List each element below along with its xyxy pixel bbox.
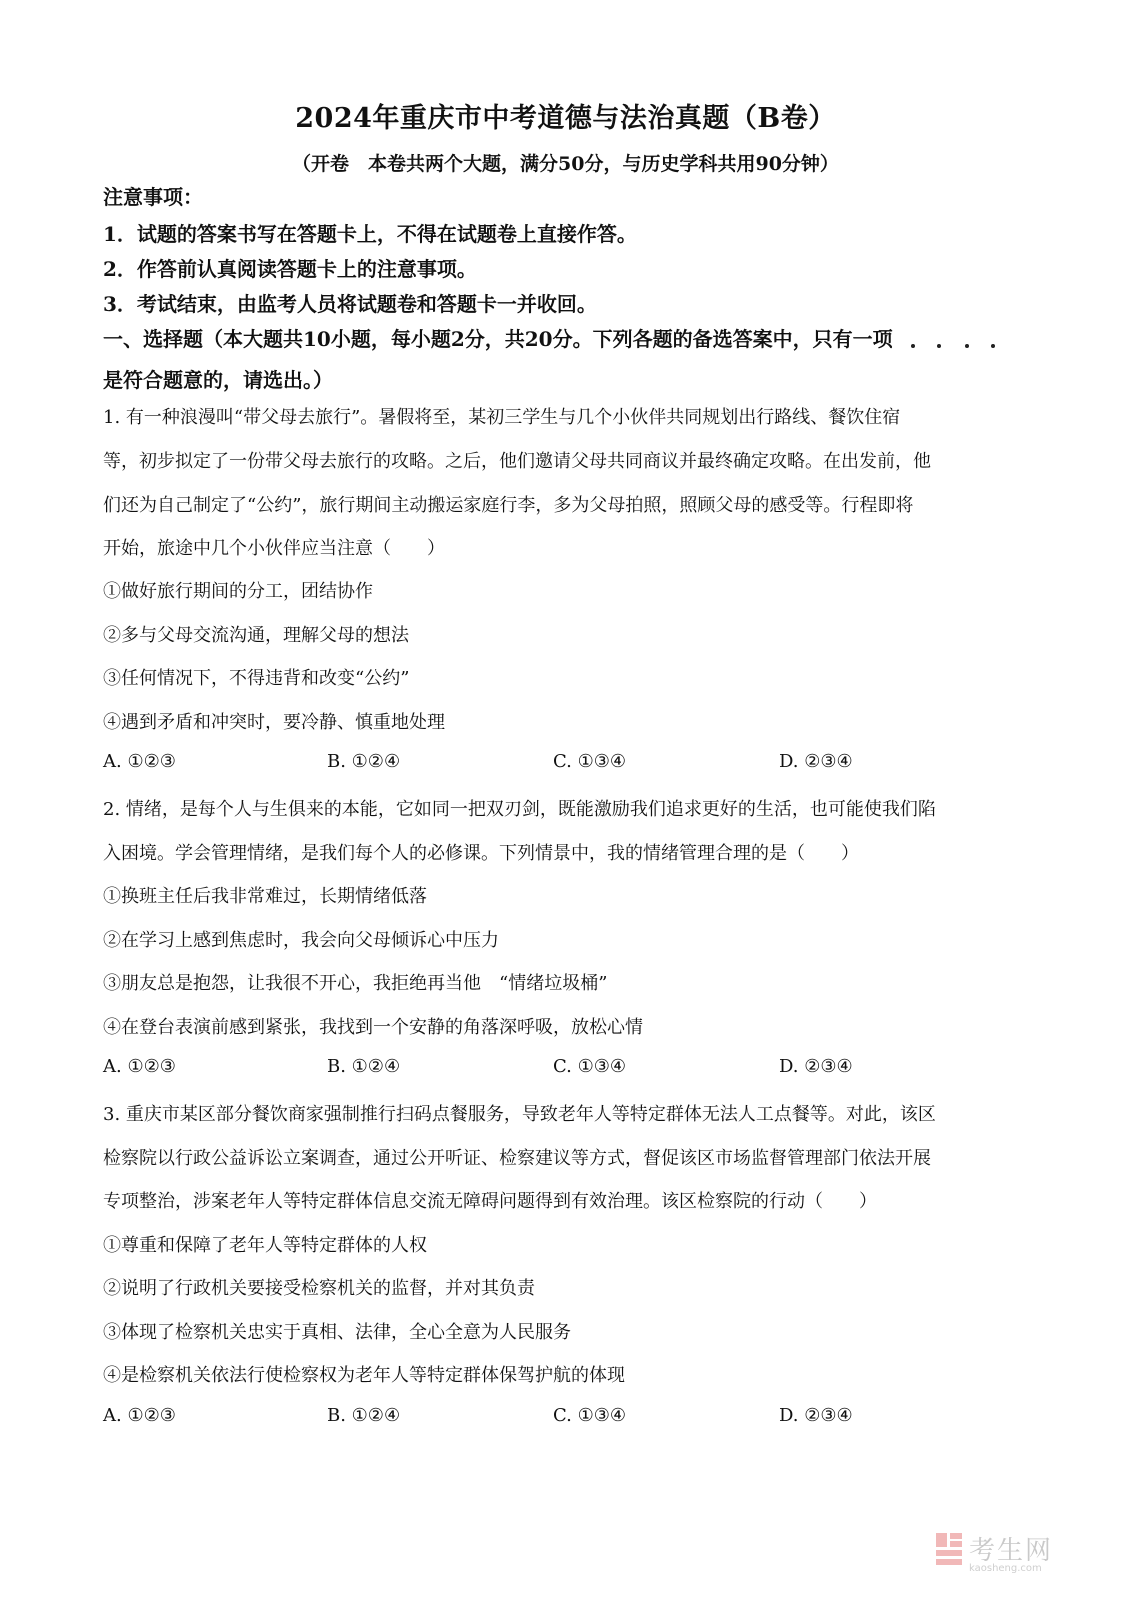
notice-heading: 注意事项： [103,185,203,209]
watermark-url: kaosheng.com [969,1563,1042,1574]
emphasis-dot [965,344,969,348]
question-2-statement: ②在学习上感到焦虑时，我会向父母倾诉心中压力 [103,930,499,951]
notice-item: 2．作答前认真阅读答题卡上的注意事项。 [103,257,477,281]
watermark-text: 考生网 [969,1536,1054,1566]
question-3-statement: ④是检察机关依法行使检察权为老年人等特定群体保驾护航的体现 [103,1365,625,1386]
emphasis-dot [911,344,915,348]
option-a: A. ①②③ [103,1405,176,1426]
option-a: A. ①②③ [103,751,176,772]
watermark [935,1530,1085,1576]
watermark-logo-icon [935,1532,963,1566]
question-3-stem: 3. 重庆市某区部分餐饮商家强制推行扫码点餐服务，导致老年人等特定群体无法人工点餐等。对此，该区 [103,1104,936,1125]
question-1-statement: ③任何情况下，不得违背和改变“公约” [103,668,410,689]
question-1-statement: ④遇到矛盾和冲突时，要冷静、慎重地处理 [103,712,445,733]
question-1-stem: 们还为自己制定了“公约”，旅行期间主动搬运家庭行李，多为父母拍照，照顾父母的感受等。行程即将 [103,495,914,516]
question-2-statement: ③朋友总是抱怨，让我很不开心，我拒绝再当他 “情绪垃圾桶” [103,973,608,994]
page-subtitle: （开卷 本卷共两个大题，满分50分，与历史学科共用90分钟） [292,153,839,175]
option-a: A. ①②③ [103,1056,176,1077]
question-2-stem: 入困境。学会管理情绪，是我们每个人的必修课。下列情景中，我的情绪管理合理的是（ ） [103,843,859,864]
option-b: B. ①②④ [327,1056,401,1077]
question-1-stem: 开始，旅途中几个小伙伴应当注意（ ） [103,538,445,559]
option-b: B. ①②④ [327,751,401,772]
emphasis-dot [937,344,941,348]
question-3-stem: 专项整治，涉案老年人等特定群体信息交流无障碍问题得到有效治理。该区检察院的行动（ ） [103,1191,877,1212]
question-1-statement: ②多与父母交流沟通，理解父母的想法 [103,625,409,646]
notice-item: 3．考试结束，由监考人员将试题卷和答题卡一并收回。 [103,292,597,316]
option-c: C. ①③④ [553,1056,626,1077]
section-heading: 一、选择题（本大题共10小题，每小题2分，共20分。下列各题的备选答案中，只有一项 [103,327,893,351]
page-title: 2024年重庆市中考道德与法治真题（B卷） [295,103,836,134]
question-2-statement: ④在登台表演前感到紧张，我找到一个安静的角落深呼吸，放松心情 [103,1017,643,1038]
option-d: D. ②③④ [779,1405,853,1426]
question-2-options [103,1056,1003,1082]
question-1-options [103,751,1003,777]
question-1-stem: 1. 有一种浪漫叫“带父母去旅行”。暑假将至，某初三学生与几个小伙伴共同规划出行路线、餐饮住宿 [103,407,901,428]
emphasis-dot [991,344,995,348]
question-3-statement: ③体现了检察机关忠实于真相、法律，全心全意为人民服务 [103,1322,571,1343]
option-d: D. ②③④ [779,1056,853,1077]
question-2-stem: 2. 情绪，是每个人与生俱来的本能，它如同一把双刃剑，既能激励我们追求更好的生活，也可能使我们陷 [103,799,936,820]
option-c: C. ①③④ [553,1405,626,1426]
option-d: D. ②③④ [779,751,853,772]
question-3-options [103,1405,1003,1431]
question-3-statement: ①尊重和保障了老年人等特定群体的人权 [103,1235,427,1256]
notice-item: 1．试题的答案书写在答题卡上，不得在试题卷上直接作答。 [103,222,637,246]
option-b: B. ①②④ [327,1405,401,1426]
section-heading-cont: 是符合题意的，请选出。） [103,368,333,392]
question-3-stem: 检察院以行政公益诉讼立案调查，通过公开听证、检察建议等方式，督促该区市场监督管理部门依法开展 [103,1148,931,1169]
emphasis-dots [907,344,1003,352]
option-c: C. ①③④ [553,751,626,772]
question-2-statement: ①换班主任后我非常难过，长期情绪低落 [103,886,427,907]
question-3-statement: ②说明了行政机关要接受检察机关的监督，并对其负责 [103,1278,535,1299]
question-1-stem: 等，初步拟定了一份带父母去旅行的攻略。之后，他们邀请父母共同商议并最终确定攻略。在出发前，他 [103,451,931,472]
question-1-statement: ①做好旅行期间的分工，团结协作 [103,581,373,602]
